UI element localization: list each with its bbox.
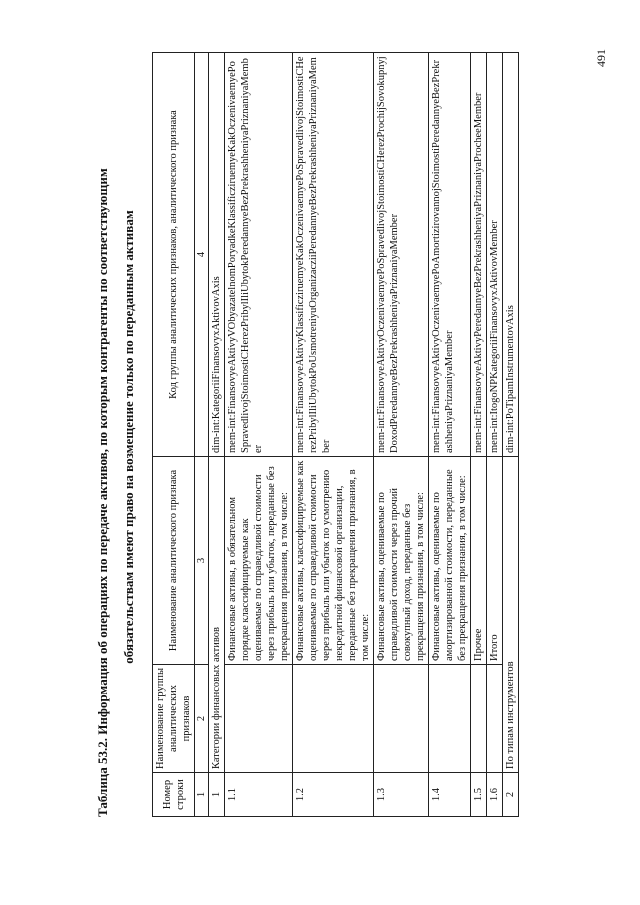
code-cell: mem-int:FinansovyeAktivyKlassificziruemyeKakOczenivaemyePoSpravedlivojStoimostiCHerezPribylIliUbytokPoUsmotreniyuOrganizacziiPeredannyeBezPrekrashheniyaPriznaniyaMember [293, 53, 374, 457]
attribute-name: Финансовые активы, классифицируемые как оцениваемые по справедливой стоимости через прибыль или убыток по усмотрению некредитной финансовой организации, переданные без прекращения признания, в том числе: [293, 457, 374, 665]
table-row [487, 53, 503, 817]
table-row [503, 53, 519, 817]
table-row [374, 53, 429, 817]
code-cell: mem-int:FinansovyeAktivyVObyazatelnomPoryadkeKlassificziruemyeKakOczenivaemyePoSpravedlivojStoimostiCHerezPribylIliUbytokPeredannyeBezPrekrashheniyaPriznaniyaMember [225, 53, 293, 457]
attribute-name: Итого [487, 457, 503, 665]
group-name [225, 665, 293, 773]
code-cell: mem-int:ItogoNPKategoriiFinansovyxAktivovMember [487, 53, 503, 457]
attribute-name: Прочее [471, 457, 487, 665]
table-row [209, 53, 225, 817]
code-cell: mem-int:FinansovyeAktivyPeredannyeBezPrekrashheniyaPriznaniyaProcheeMember [471, 53, 487, 457]
group-name [293, 665, 374, 773]
table-title-line1: Таблица 53.2. Информация об операциях по передаче активов, по которым контрагенты по соответствующим [95, 168, 110, 817]
table-row [429, 53, 471, 817]
group-name [374, 665, 429, 773]
attribute-name: Финансовые активы, оцениваемые по справедливой стоимости через прочий совокупный доход, переданные без прекращения признания, в том числе: [374, 457, 429, 665]
row-number: 1.4 [429, 773, 471, 817]
table-row [293, 53, 374, 817]
column-number: 2 [195, 665, 209, 773]
row-number: 2 [503, 773, 519, 817]
group-name: Категории финансовых активов [209, 457, 225, 773]
header-row [153, 53, 195, 817]
group-name [471, 665, 487, 773]
data-table [152, 52, 519, 817]
group-name: По типам инструментов [503, 457, 519, 773]
header-code: Код группы аналитических признаков, аналитического признака [153, 53, 195, 457]
column-number: 3 [195, 457, 209, 665]
group-name [429, 665, 471, 773]
group-name [487, 665, 503, 773]
header-group-name: Наименование группы аналитических признаков [153, 665, 195, 773]
header-attribute-name: Наименование аналитического признака [153, 457, 195, 665]
code-cell: dim-int:PoTipamInstrumentovAxis [503, 53, 519, 457]
code-cell: mem-int:FinansovyeAktivyOczenivaemyePoAmortizirovannojStoimostiPeredannyeBezPrekrashheniyaPriznaniyaMember [429, 53, 471, 457]
attribute-name: Финансовые активы, в обязательном порядке классифицируемые как оцениваемые по справедливой стоимости через прибыль или убыток, переданные без прекращения признания, в том числе: [225, 457, 293, 665]
row-number: 1.5 [471, 773, 487, 817]
table-title [90, 57, 142, 817]
header-row-number: Номер строки [153, 773, 195, 817]
row-number: 1 [209, 773, 225, 817]
code-cell: dim-int:KategoriiFinansovyxAktivovAxis [209, 53, 225, 457]
row-number: 1.6 [487, 773, 503, 817]
column-number-row [195, 53, 209, 817]
row-number: 1.1 [225, 773, 293, 817]
code-cell: mem-int:FinansovyeAktivyOczenivaemyePoSpravedlivojStoimostiCHerezProchijSovokupnyjDoxodPeredannyeBezPrekrashheniyaPriznaniyaMember [374, 53, 429, 457]
column-number: 4 [195, 53, 209, 457]
page-number: 491 [594, 49, 608, 67]
table-row [225, 53, 293, 817]
attribute-name: Финансовые активы, оцениваемые по амортизированной стоимости, переданные без прекращения признания, в том числе: [429, 457, 471, 665]
column-number: 1 [195, 773, 209, 817]
table-row [471, 53, 487, 817]
row-number: 1.2 [293, 773, 374, 817]
table-title-line2: обязательствам имеют право на возмещение только по переданным активам [121, 210, 136, 664]
row-number: 1.3 [374, 773, 429, 817]
